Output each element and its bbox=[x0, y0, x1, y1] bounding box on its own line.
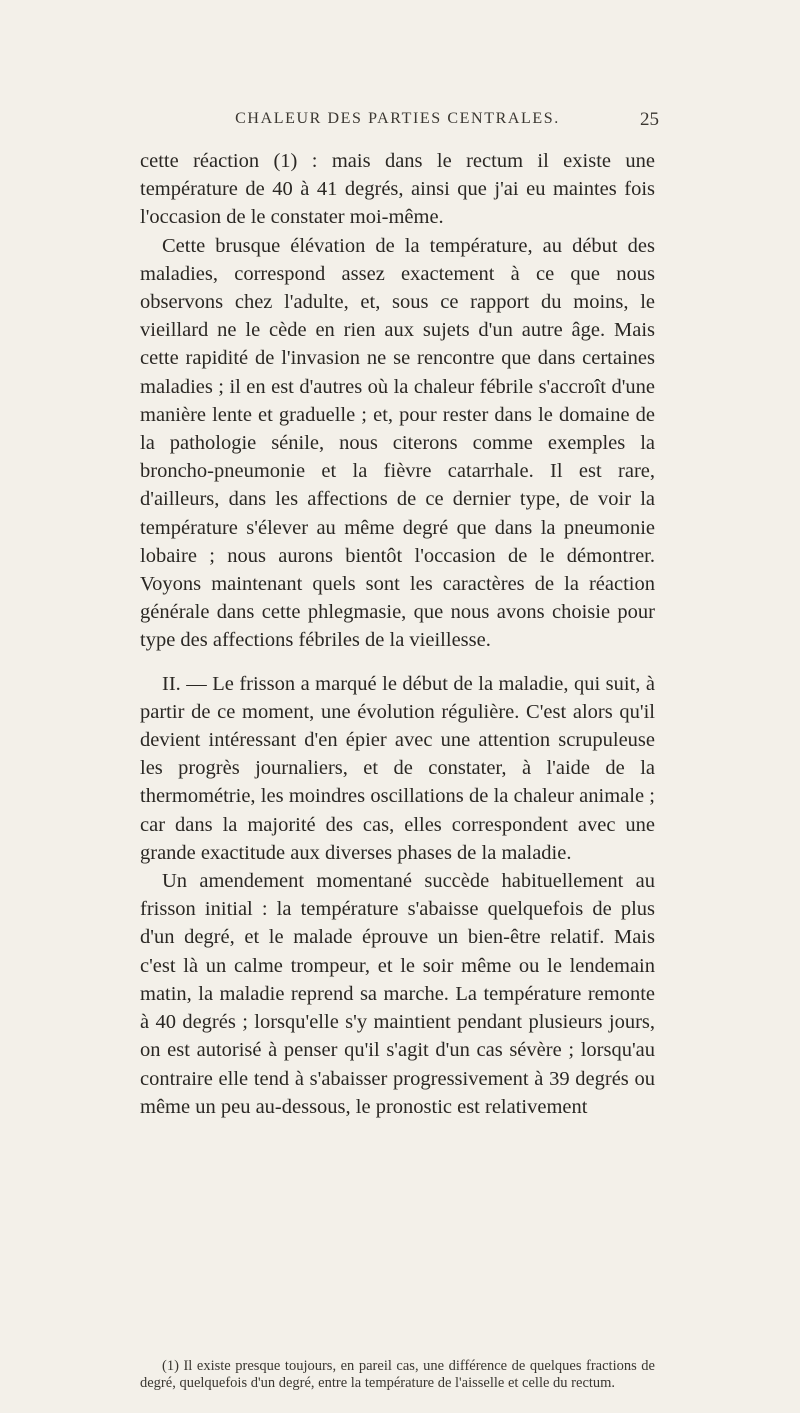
paragraph-continuation: cette réaction (1) : mais dans le rectum il existe une température de 40 à 41 degrés, ainsi que j'ai eu maintes fois l'occasion de le constater moi-même. bbox=[140, 150, 655, 229]
body-text bbox=[140, 147, 655, 1121]
footnote bbox=[140, 1358, 655, 1392]
footnote-text: (1) Il existe presque toujours, en pareil cas, une différence de quelques fractions de degré, quelquefois d'un degré, entre la température de l'aisselle et celle du rectum. bbox=[140, 1358, 655, 1391]
page-number: 25 bbox=[640, 109, 659, 130]
running-title: CHALEUR DES PARTIES CENTRALES. bbox=[235, 110, 560, 127]
paragraph: Un amendement momentané succède habituellement au frisson initial : la température s'abaisse quelquefois de plus d'un degré, et le malade éprouve un bien-être relatif. Mais c'est là un calme trompeur, et le soir même ou le lendemain matin, la maladie reprend sa marche. La température remonte à 40 degrés ; lorsqu'elle s'y maintient pendant plusieurs jours, on est autorisé à penser qu'il s'agit d'un cas sévère ; lorsqu'au contraire elle tend à s'abaisser progressivement à 39 degrés ou même un peu au-dessous, le pronostic est relativement bbox=[140, 870, 655, 1118]
running-head bbox=[140, 109, 659, 136]
paragraph-section-ii: II. — Le frisson a marqué le début de la maladie, qui suit, à partir de ce moment, une évolution régulière. C'est alors qu'il devient intéressant d'en épier avec une attention scrupuleuse les progrès journaliers, et de constater, à l'aide de la thermométrie, les moindres oscillations de la chaleur animale ; car dans la majorité des cas, elles correspondent avec une grande exactitude aux diverses phases de la maladie. bbox=[140, 672, 655, 864]
paragraph: Cette brusque élévation de la température, au début des maladies, correspond assez exactement à ce que nous observons chez l'adulte, et, sous ce rapport du moins, le vieillard ne le cède en rien aux sujets d'un autre âge. Mais cette rapidité de l'invasion ne se rencontre que dans certaines maladies ; il en est d'autres où la chaleur fébrile s'accroît d'une manière lente et graduelle ; et, pour rester dans le domaine de la pathologie sénile, nous citerons comme exemples la broncho-pneumonie et la fièvre catarrhale. Il est rare, d'ailleurs, dans les affections de ce dernier type, de voir la température s'élever au même degré que dans la pneumonie lobaire ; nous aurons bientôt l'occasion de le démontrer. Voyons maintenant quels sont les caractères de la réaction générale dans cette phlegmasie, que nous avons choisie pour type des affections fébriles de la vieillesse. bbox=[140, 234, 655, 652]
